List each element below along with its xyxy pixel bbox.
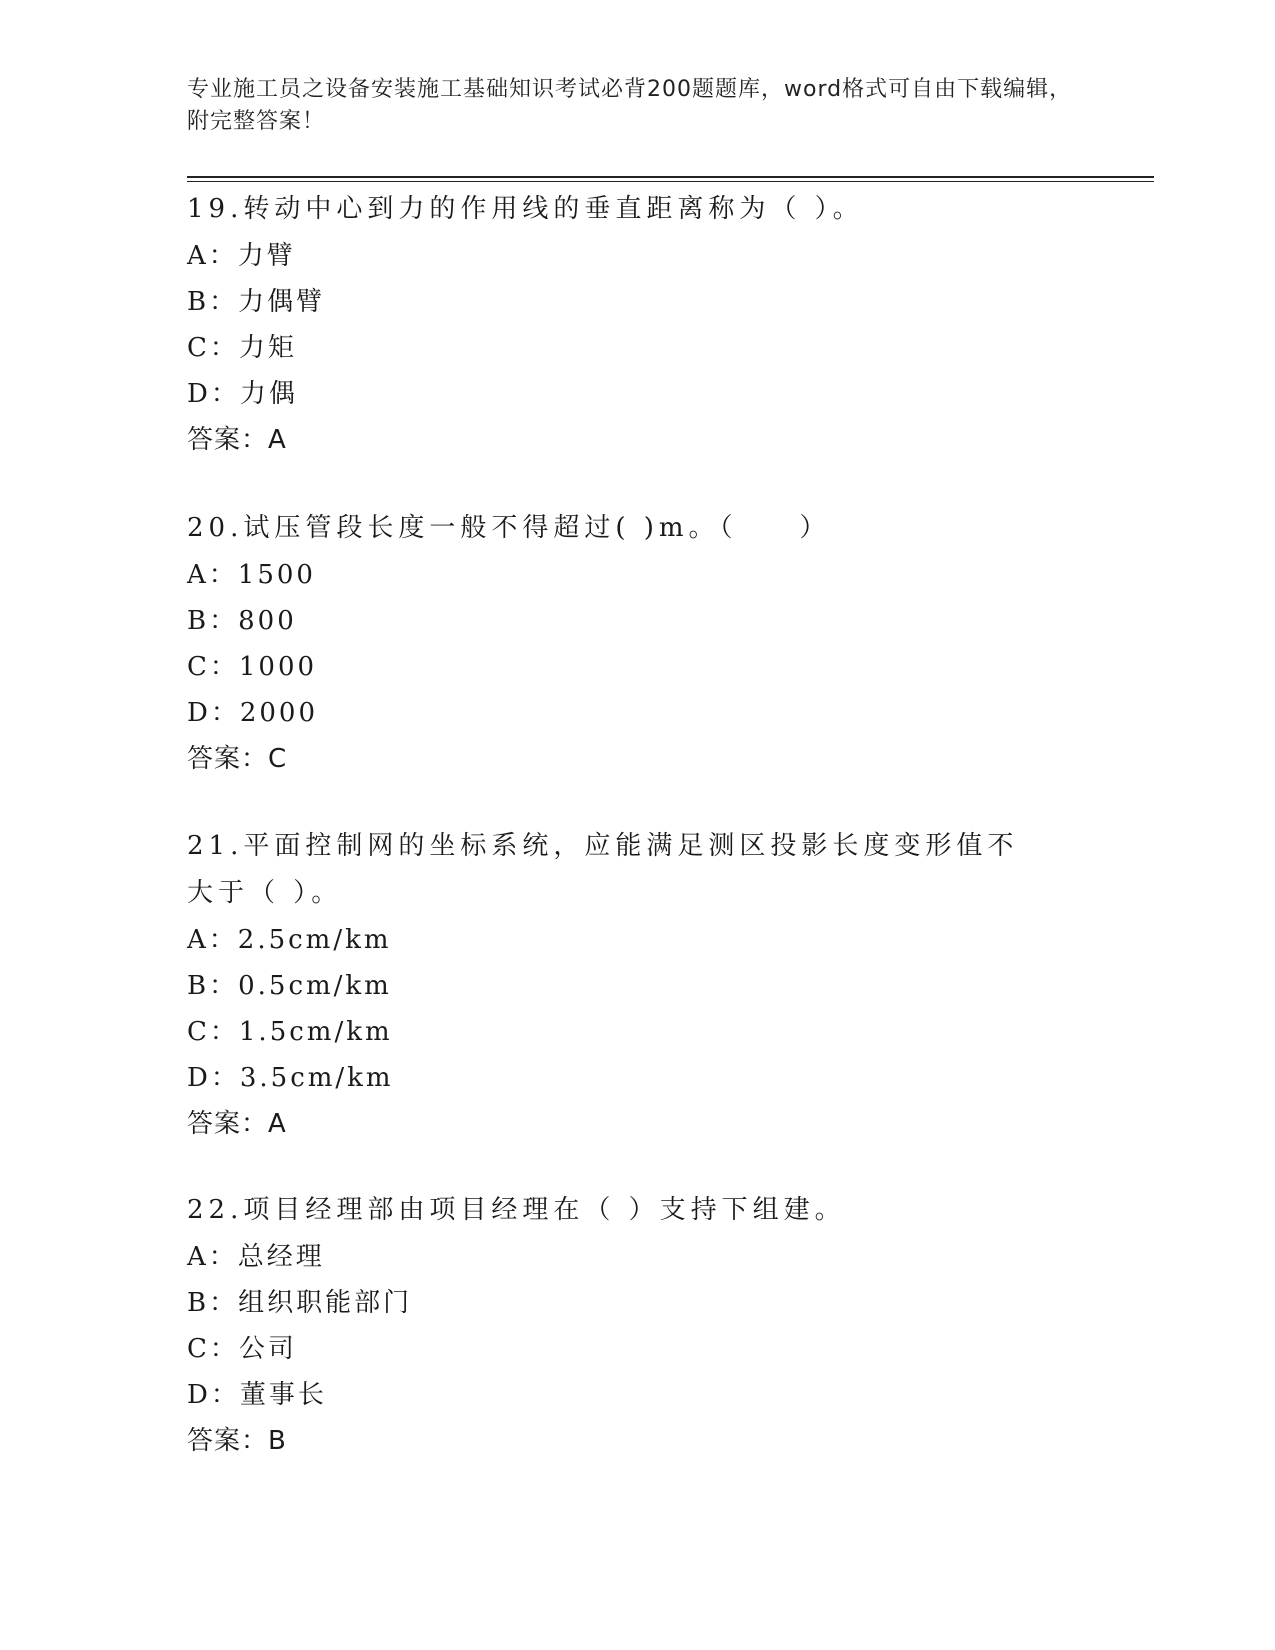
answer: 答案：B [187,1426,287,1456]
question-stem: 19.转动中心到力的作用线的垂直距离称为（ ）。 [187,194,864,224]
answer: 答案：A [187,425,287,455]
question-21 [187,823,1047,1147]
option-c: C：1.5cm/km [187,1017,393,1047]
option-b: B：组织职能部门 [187,1288,413,1318]
option-c: C：力矩 [187,333,297,363]
document-header: 专业施工员之设备安装施工基础知识考试必背200题题库，word格式可自由下载编辑，附完整答案！ [187,77,1073,134]
question-19 [187,186,1067,463]
question-stem: 20.试压管段长度一般不得超过( )m。（ ） [187,513,831,543]
option-b: B：0.5cm/km [187,971,392,1001]
question-stem: 21.平面控制网的坐标系统，应能满足测区投影长度变形值不大于（ ）。 [187,831,1019,908]
question-22 [187,1187,1067,1464]
option-d: D：力偶 [187,379,298,409]
question-20 [187,505,1067,782]
option-c: C：1000 [187,652,318,682]
option-c: C：公司 [187,1334,297,1364]
option-b: B：力偶臂 [187,287,326,317]
option-d: D：2000 [187,698,319,728]
header-divider-thick [187,176,1154,178]
option-a: A：总经理 [187,1242,325,1272]
option-d: D：3.5cm/km [187,1063,394,1093]
option-a: A：2.5cm/km [187,925,392,955]
answer: 答案：C [187,744,288,774]
option-a: A：1500 [187,560,316,590]
option-d: D：董事长 [187,1380,327,1410]
option-a: A：力臂 [187,241,296,271]
option-b: B：800 [187,606,297,636]
header-divider-thin [187,181,1154,182]
question-stem: 22.项目经理部由项目经理在（ ）支持下组建。 [187,1195,846,1225]
answer: 答案：A [187,1109,287,1139]
